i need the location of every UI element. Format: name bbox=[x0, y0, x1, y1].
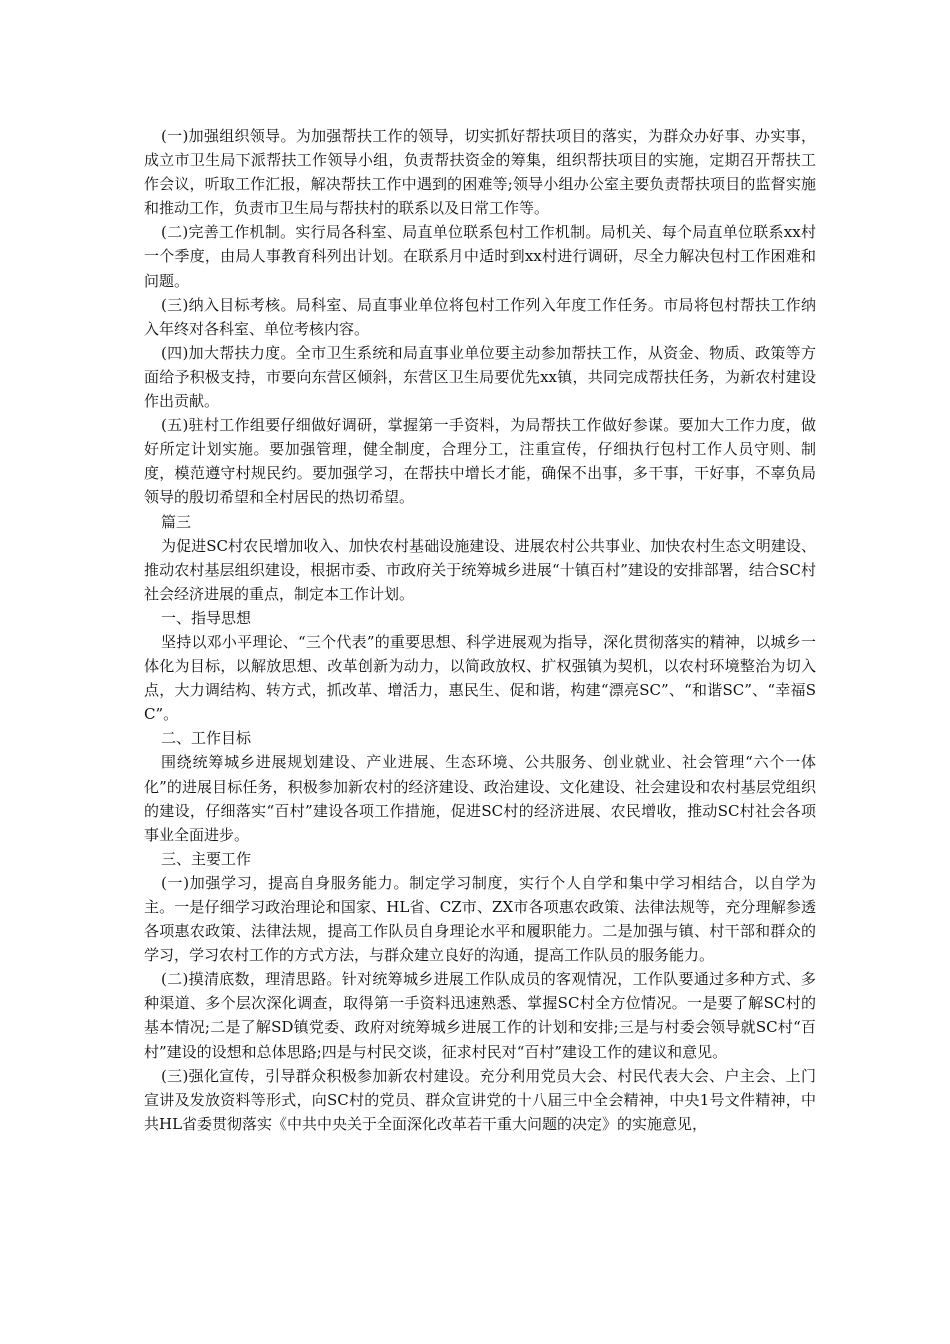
paragraph: (五)驻村工作组要仔细做好调研，掌握第一手资料，为局帮扶工作做好参谋。要加大工作力度，做好所定计划实施。要加强管理，健全制度，合理分工，注重宣传，仔细执行包村工作人员守则、制度，模范遵守村规民约。要加强学习，在帮扶中增长才能，确保不出事，多干事，干好事，不辜负局领导的殷切希望和全村居民的热切希望。 bbox=[144, 416, 816, 507]
document-body bbox=[144, 124, 816, 1136]
section-heading: 一、指导思想 bbox=[161, 608, 252, 627]
paragraph: (一)加强组织领导。为加强帮扶工作的领导，切实抓好帮扶项目的落实，为群众办好事、办实事，成立市卫生局下派帮扶工作领导小组，负责帮扶资金的筹集，组织帮扶项目的实施，定期召开帮扶工作会议，听取工作汇报，解决帮扶工作中遇到的困难等;领导小组办公室主要负责帮扶项目的监督实施和推动工作，负责市卫生局与帮扶村的联系以及日常工作等。 bbox=[144, 127, 816, 218]
section-heading: 篇三 bbox=[161, 512, 192, 531]
paragraph: (三)纳入目标考核。局科室、局直事业单位将包村工作列入年度工作任务。市局将包村帮扶工作纳入年终对各科室、单位考核内容。 bbox=[144, 295, 816, 338]
paragraph: (四)加大帮扶力度。全市卫生系统和局直事业单位要主动参加帮扶工作，从资金、物质、政策等方面给予积极支持，市要向东营区倾斜，东营区卫生局要优先xx镇，共同完成帮扶任务，为新农村建设作出贡献。 bbox=[144, 343, 816, 411]
paragraph: 围绕统筹城乡进展规划建设、产业进展、生态环境、公共服务、创业就业、社会管理“六个一体化”的进展目标任务，积极参加新农村的经济建设、政治建设、文化建设、社会建设和农村基层党组织的建设，仔细落实“百村”建设各项工作措施，促进SC村的经济进展、农民增收，推动SC村社会各项事业全面进步。 bbox=[144, 753, 816, 844]
section-heading: 二、工作目标 bbox=[161, 729, 252, 748]
paragraph: 为促进SC村农民增加收入、加快农村基础设施建设、进展农村公共事业、加快农村生态文明建设、推动农村基层组织建设，根据市委、市政府关于统筹城乡进展“十镇百村”建设的安排部署，结合SC村社会经济进展的重点，制定本工作计划。 bbox=[144, 536, 816, 603]
paragraph: (一)加强学习，提高自身服务能力。制定学习制度，实行个人自学和集中学习相结合，以自学为主。一是仔细学习政治理论和国家、HL省、CZ市、ZX市各项惠农政策、法律法规等，充分理解参透各项惠农政策、法律法规，提高工作队员自身理论水平和履职能力。二是加强与镇、村干部和群众的学习，学习农村工作的方式方法，与群众建立良好的沟通，提高工作队员的服务能力。 bbox=[144, 873, 816, 965]
paragraph: (三)强化宣传，引导群众积极参加新农村建设。充分利用党员大会、村民代表大会、户主会、上门宣讲及发放资料等形式，向SC村的党员、群众宣讲党的十八届三中全会精神，中央1号文件精神，中共HL省委贯彻落实《中共中央关于全面深化改革若干重大问题的决定》的实施意见， bbox=[144, 1066, 816, 1133]
section-heading: 三、主要工作 bbox=[161, 849, 252, 868]
paragraph: (二)完善工作机制。实行局各科室、局直单位联系包村工作机制。局机关、每个局直单位联系xx村一个季度，由局人事教育科列出计划。在联系月中适时到xx村进行调研，尽全力解决包村工作困难和问题。 bbox=[144, 223, 816, 290]
paragraph: 坚持以邓小平理论、“三个代表”的重要思想、科学进展观为指导，深化贯彻落实的精神，以城乡一体化为目标，以解放思想、改革创新为动力，以简政放权、扩权强镇为契机，以农村环境整治为切入点，大力调结构、转方式，抓改革、增活力，惠民生、促和谐，构建“漂亮SC”、“和谐SC”、“幸福SC”。 bbox=[144, 632, 816, 724]
paragraph: (二)摸清底数，理清思路。针对统筹城乡进展工作队成员的客观情况，工作队要通过多种方式、多种渠道、多个层次深化调查，取得第一手资料迅速熟悉、掌握SC村全方位情况。一是要了解SC村的基本情况;二是了解SD镇党委、政府对统筹城乡进展工作的计划和安排;三是与村委会领导就SC村“百村”建设的设想和总体思路;四是与村民交谈，征求村民对“百村”建设工作的建议和意见。 bbox=[144, 970, 816, 1061]
